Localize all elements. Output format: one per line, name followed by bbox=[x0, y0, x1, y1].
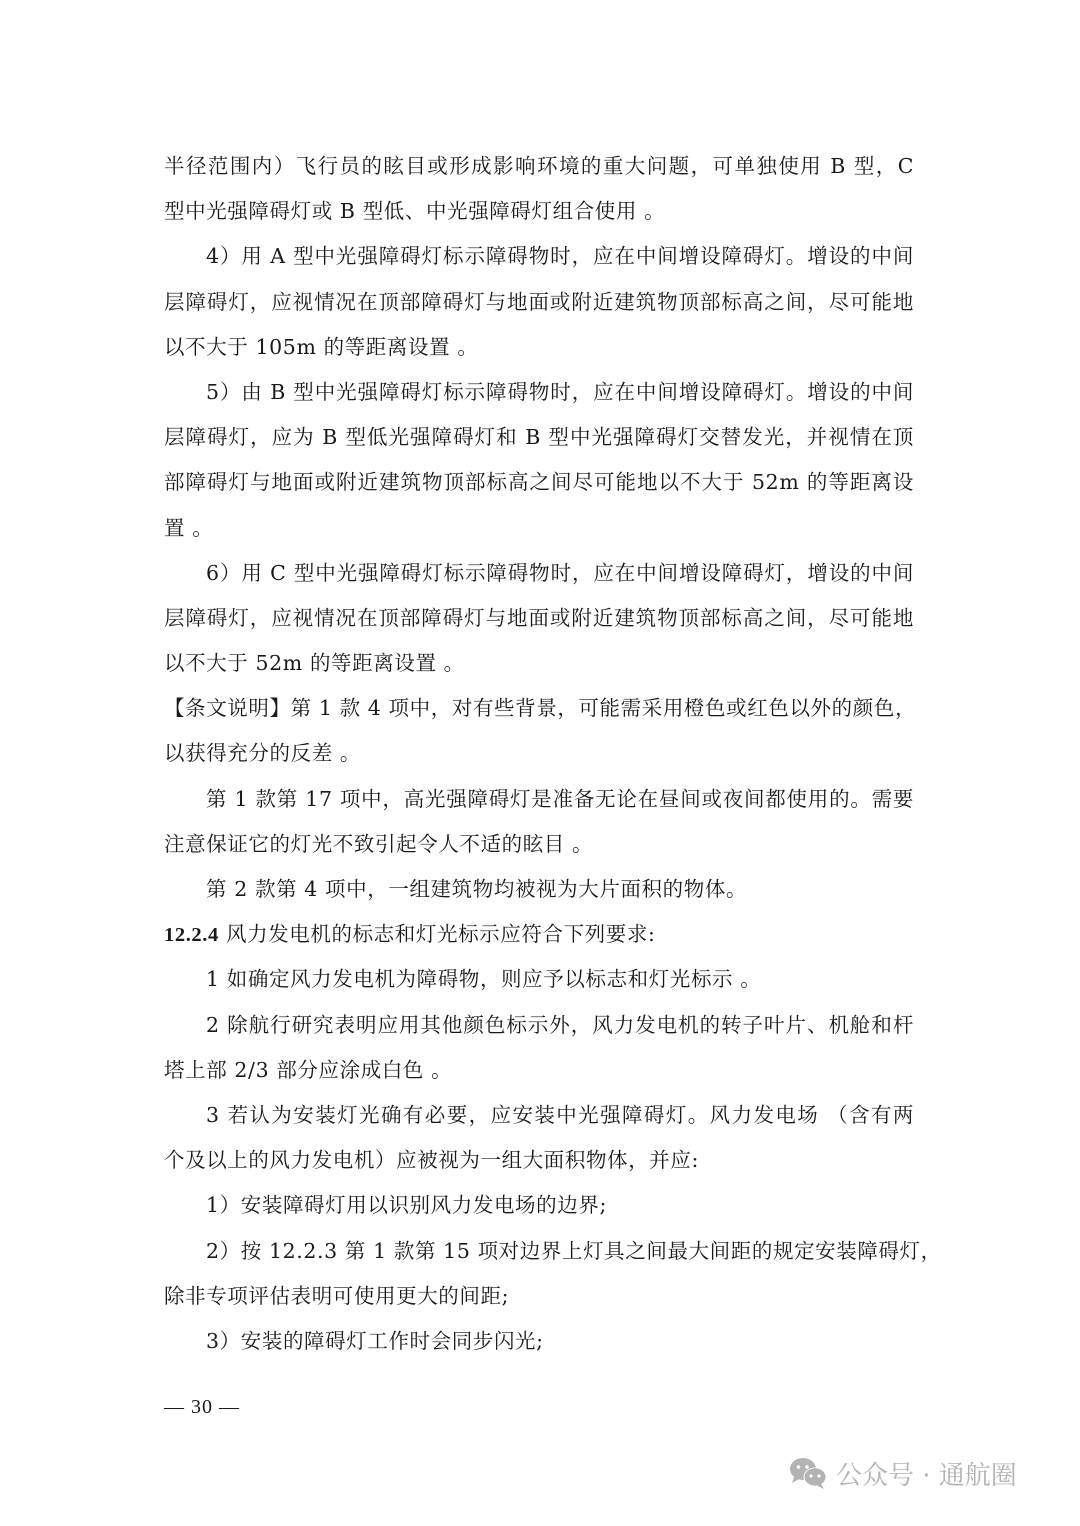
text-line: 【条文说明】第 1 款 4 项中，对有些背景，可能需采用橙色或红色以外的颜色， bbox=[164, 696, 917, 721]
text-line: 以获得充分的反差 。 bbox=[164, 741, 362, 766]
text-line: 第 1 款第 17 项中，高光强障碍灯是准备无论在昼间或夜间都使用的。需要 bbox=[206, 786, 914, 811]
text-line: 个及以上的风力发电机）应被视为一组大面积物体，并应: bbox=[164, 1148, 700, 1173]
paragraph-explanation-clause-2 bbox=[164, 867, 914, 912]
paragraph-item-3 bbox=[164, 1093, 914, 1183]
text-line: 塔上部 2/3 部分应涂成白色 。 bbox=[164, 1057, 453, 1082]
paragraph-subitem-1 bbox=[164, 1183, 914, 1228]
text-line: 6）用 C 型中光强障碍灯标示障碍物时，应在中间增设障碍灯，增设的中间 bbox=[206, 560, 914, 585]
text-line: 型中光强障碍灯或 B 型低、中光强障碍灯组合使用 。 bbox=[164, 199, 666, 224]
text-line: 1 如确定风力发电机为障碍物，则应予以标志和灯光标示 。 bbox=[206, 967, 762, 992]
paragraph-explanation bbox=[164, 686, 917, 776]
paragraph-subitem-2 bbox=[164, 1229, 942, 1319]
text-line: 3）安装的障碍灯工作时会同步闪光; bbox=[206, 1328, 544, 1353]
text-line: 以不大于 52m 的等距离设置 。 bbox=[164, 651, 465, 676]
paragraph-item-5 bbox=[164, 370, 914, 551]
paragraph-item-1 bbox=[164, 957, 914, 1002]
document-body bbox=[164, 144, 942, 1364]
text-line: 层障碍灯，应视情况在顶部障碍灯与地面或附近建筑物顶部标高之间，尽可能地 bbox=[164, 605, 914, 630]
paragraph-subitem-3 bbox=[164, 1319, 914, 1364]
text-line: 部障碍灯与地面或附近建筑物顶部标高之间尽可能地以不大于 52m 的等距离设 bbox=[164, 470, 914, 495]
clause-number: 12.2.4 bbox=[164, 924, 219, 947]
wechat-icon bbox=[788, 1456, 828, 1490]
paragraph-explanation-item-17 bbox=[164, 777, 914, 867]
paragraph-item-6 bbox=[164, 551, 914, 687]
text-line: 置 。 bbox=[164, 515, 214, 540]
text-line: 注意保证它的灯光不致引起令人不适的眩目 。 bbox=[164, 831, 594, 856]
text-line: 第 2 款第 4 项中，一组建筑物均被视为大片面积的物体。 bbox=[206, 877, 748, 901]
text-line: 以不大于 105m 的等距离设置 。 bbox=[164, 334, 479, 359]
watermark-text: 公众号 · 通航圈 bbox=[836, 1460, 1017, 1491]
paragraph-item-4 bbox=[164, 234, 914, 370]
text-line bbox=[164, 912, 914, 957]
text-line: 层障碍灯，应视情况在顶部障碍灯与地面或附近建筑物顶部标高之间，尽可能地 bbox=[164, 289, 914, 314]
text-line: 3 若认为安装灯光确有必要，应安装中光强障碍灯。风力发电场 （含有两 bbox=[206, 1102, 914, 1127]
text-line: 2）按 12.2.3 第 1 款第 15 项对边界上灯具之间最大间距的规定安装障碍灯， bbox=[206, 1238, 942, 1263]
text-line: 4）用 A 型中光强障碍灯标示障碍物时，应在中间增设障碍灯。增设的中间 bbox=[206, 244, 914, 269]
paragraph-item-2 bbox=[164, 1003, 914, 1093]
paragraph-continuation bbox=[164, 144, 914, 234]
clause-title: 风力发电机的标志和灯光标示应符合下列要求: bbox=[218, 922, 656, 947]
text-line: 2 除航行研究表明应用其他颜色标示外，风力发电机的转子叶片、机舱和杆 bbox=[206, 1012, 914, 1037]
text-line: 除非专项评估表明可使用更大的间距; bbox=[164, 1283, 510, 1308]
clause-heading-12-2-4 bbox=[164, 912, 914, 957]
watermark bbox=[788, 1456, 1017, 1490]
page-number: — 30 — bbox=[164, 1396, 240, 1418]
text-line: 1）安装障碍灯用以识别风力发电场的边界; bbox=[206, 1193, 607, 1218]
text-line: 层障碍灯，应为 B 型低光强障碍灯和 B 型中光强障碍灯交替发光，并视情在顶 bbox=[164, 425, 914, 450]
text-line: 半径范围内）飞行员的眩目或形成影响环境的重大问题，可单独使用 B 型，C bbox=[164, 154, 914, 178]
text-line: 5）由 B 型中光强障碍灯标示障碍物时，应在中间增设障碍灯。增设的中间 bbox=[206, 379, 914, 404]
